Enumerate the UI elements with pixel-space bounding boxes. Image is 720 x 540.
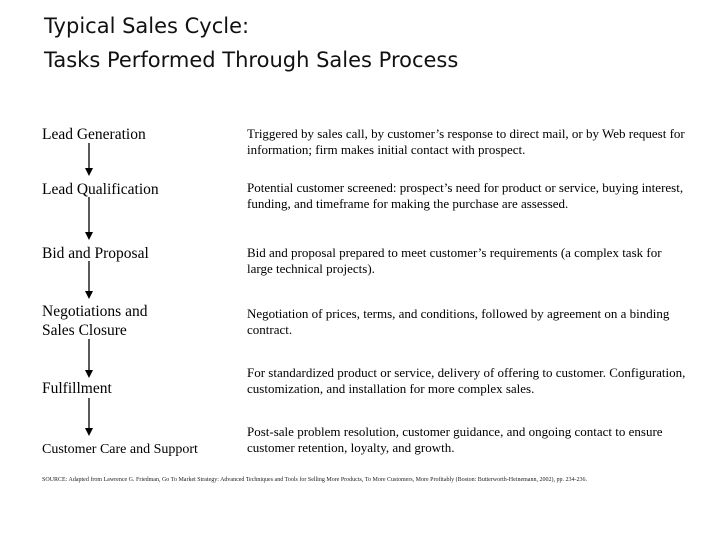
- source-citation: SOURCE: Adapted from Lawrence G. Friedman, Go To Market Strategy: Advanced Techniques and Tools for Selling More Products, To More Customers, More Profitably (Boston: Butterworth-Heinemann, 2002), pp. 234-236.: [42, 477, 587, 483]
- stage-lead-qualification-description: Potential customer screened: prospect’s need for product or service, buying interest, funding, and timeframe for making the purchase are assessed.: [247, 180, 684, 211]
- slide-title-line-1: Typical Sales Cycle:: [44, 14, 250, 38]
- slide-title-line-2: Tasks Performed Through Sales Process: [44, 48, 459, 72]
- stage-fulfillment: Fulfillment: [42, 380, 112, 397]
- stage-bid-and-proposal: Bid and Proposal: [42, 245, 149, 262]
- stage-bid-and-proposal-description: Bid and proposal prepared to meet customer’s requirements (a complex task for large technical projects).: [247, 245, 662, 276]
- stage-negotiations-and-sales-closure: Negotiations and Sales Closure: [42, 303, 148, 339]
- stage-lead-generation-description: Triggered by sales call, by customer’s response to direct mail, or by Web request for information; firm makes initial contact with prospect.: [247, 126, 685, 157]
- stage-lead-qualification: Lead Qualification: [42, 181, 159, 198]
- stage-negotiations-description: Negotiation of prices, terms, and conditions, followed by agreement on a binding contract.: [247, 306, 670, 337]
- stage-fulfillment-description: For standardized product or service, delivery of offering to customer. Configuration, customization, and installation for more complex sales.: [247, 365, 686, 396]
- stage-lead-generation: Lead Generation: [42, 126, 146, 143]
- stage-customer-care-description: Post-sale problem resolution, customer guidance, and ongoing contact to ensure customer retention, loyalty, and growth.: [247, 424, 663, 455]
- stage-customer-care-and-support: Customer Care and Support: [42, 442, 198, 457]
